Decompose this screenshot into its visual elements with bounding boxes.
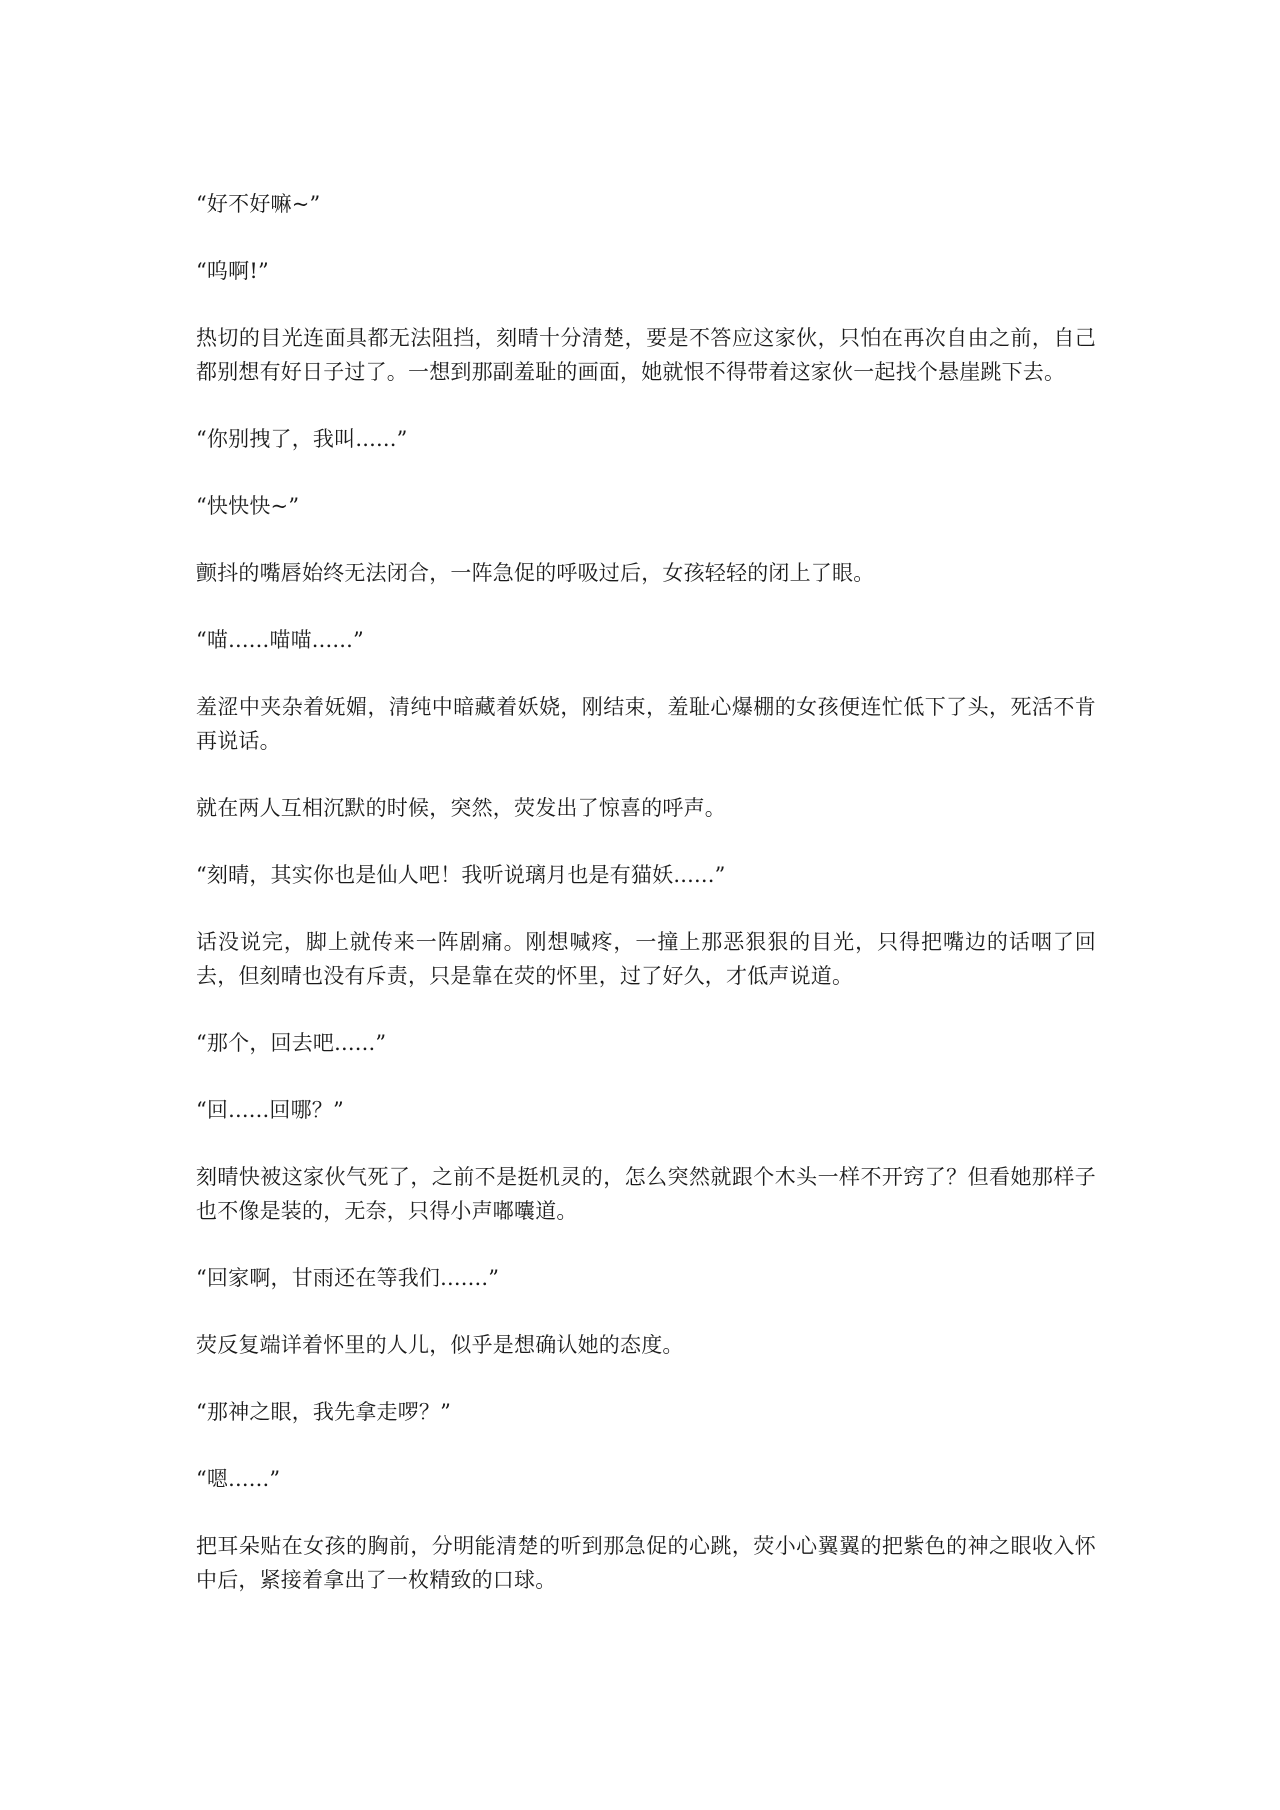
paragraph: “快快快~” [196, 494, 300, 518]
paragraph: 话没说完，脚上就传来一阵剧痛。刚想喊疼，一撞上那恶狠狠的目光，只得把嘴边的话咽了回去，但刻晴也没有斥责，只是靠在荧的怀里，过了好久，才低声说道。 [196, 930, 1096, 988]
paragraph: “那个，回去吧......” [196, 1031, 387, 1055]
paragraph: 刻晴快被这家伙气死了，之前不是挺机灵的，怎么突然就跟个木头一样不开窍了？但看她那样子也不像是装的，无奈，只得小声嘟囔道。 [196, 1165, 1096, 1223]
paragraph: 羞涩中夹杂着妩媚，清纯中暗藏着妖娆，刚结束，羞耻心爆棚的女孩便连忙低下了头，死活不肯再说话。 [196, 695, 1096, 753]
paragraph: 就在两人互相沉默的时候，突然，荧发出了惊喜的呼声。 [196, 796, 726, 820]
paragraph: “喵......喵喵......” [196, 628, 364, 652]
paragraph: “呜啊!” [196, 259, 269, 283]
paragraph: “那神之眼，我先拿走啰？” [196, 1400, 452, 1424]
paragraph: “刻晴，其实你也是仙人吧！我听说璃月也是有猫妖......” [196, 863, 726, 887]
paragraph: “回家啊，甘雨还在等我们.......” [196, 1266, 500, 1290]
paragraph: “你别拽了，我叫......” [196, 427, 408, 451]
document-body [196, 187, 1096, 1630]
paragraph: “回......回哪？” [196, 1098, 344, 1122]
paragraph: 把耳朵贴在女孩的胸前，分明能清楚的听到那急促的心跳，荧小心翼翼的把紫色的神之眼收入怀中后，紧接着拿出了一枚精致的口球。 [196, 1534, 1096, 1592]
paragraph: “好不好嘛~” [196, 192, 321, 216]
paragraph: “嗯......” [196, 1467, 281, 1491]
paragraph: 荧反复端详着怀里的人儿，似乎是想确认她的态度。 [196, 1333, 684, 1357]
paragraph: 颤抖的嘴唇始终无法闭合，一阵急促的呼吸过后，女孩轻轻的闭上了眼。 [196, 561, 875, 585]
paragraph: 热切的目光连面具都无法阻挡，刻晴十分清楚，要是不答应这家伙，只怕在再次自由之前，自己都别想有好日子过了。一想到那副羞耻的画面，她就恨不得带着这家伙一起找个悬崖跳下去。 [196, 326, 1096, 384]
